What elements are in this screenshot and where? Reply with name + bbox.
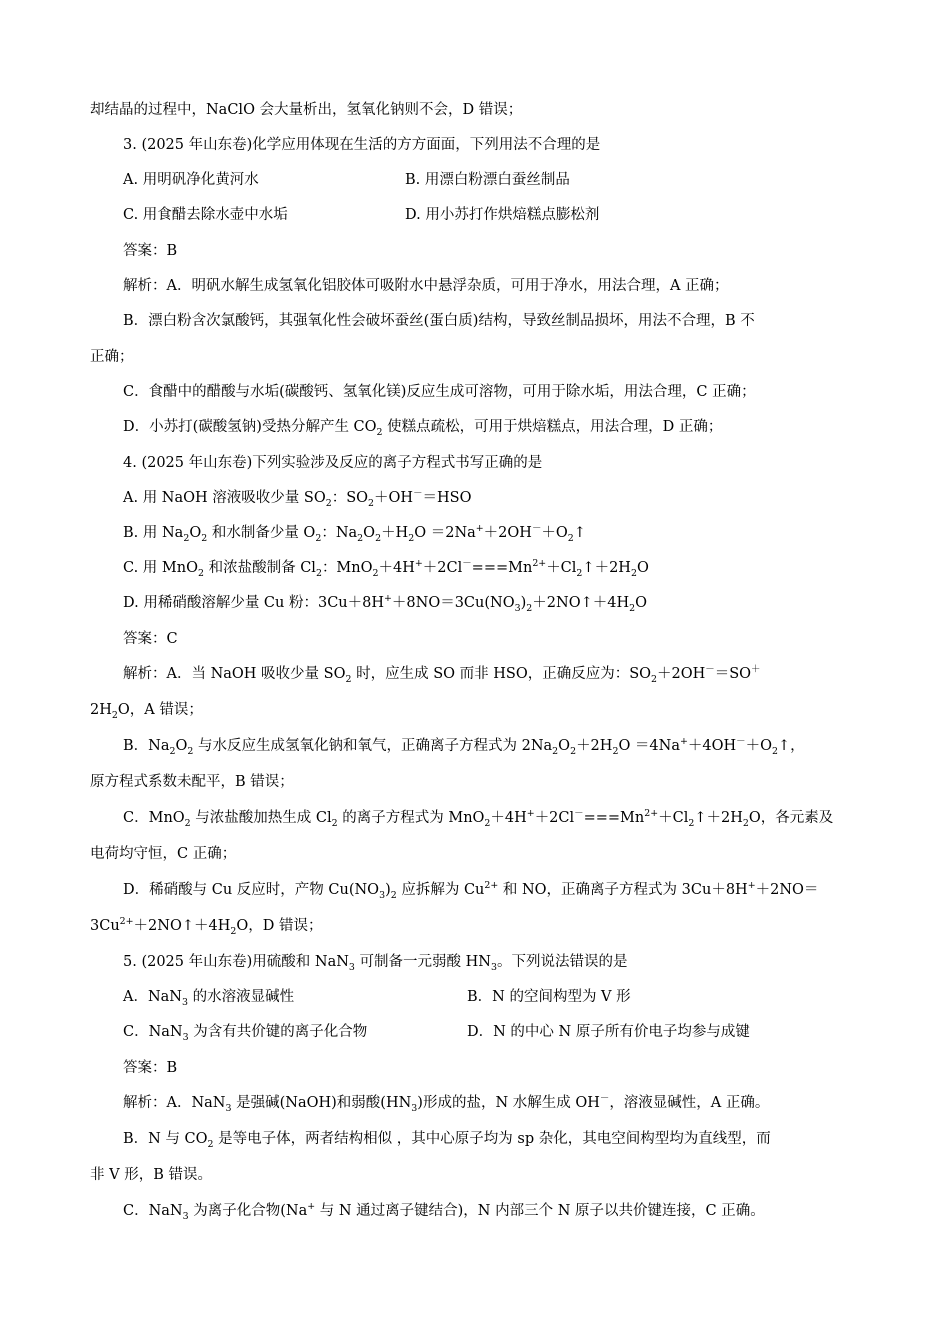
superscript: － xyxy=(413,488,423,500)
q3-explanation-d xyxy=(123,417,722,437)
text-run: O ＝4Na xyxy=(618,738,680,754)
subscript: 3 xyxy=(182,1210,189,1222)
superscript: 2+ xyxy=(119,916,134,928)
q4-answer: 答案：C xyxy=(123,631,178,647)
q5-option-c xyxy=(123,1022,367,1042)
superscript: － xyxy=(462,558,472,570)
subscript: 2 xyxy=(567,532,574,544)
text-run: 和 NO，正确离子方程式为 3Cu＋8H xyxy=(498,882,748,898)
superscript: + xyxy=(747,880,756,892)
q3-explanation-d-post: 使糕点疏松，可用于烘焙糕点，用法合理，D 正确； xyxy=(382,419,723,435)
superscript: － xyxy=(531,523,542,535)
text-run: ↑ xyxy=(573,525,586,541)
subscript: 2 xyxy=(315,532,322,544)
subscript: 3 xyxy=(379,889,386,901)
text-run: ) xyxy=(520,595,527,611)
text-run: ＋H xyxy=(381,525,409,541)
subscript: 2 xyxy=(390,889,397,901)
q3-stem: 3. (2025 年山东卷)化学应用体现在生活的方方面面，下列用法不合理的是 xyxy=(123,137,601,153)
superscript: + xyxy=(384,593,392,605)
superscript: － xyxy=(736,736,746,748)
text-run: C．NaN xyxy=(123,1203,183,1219)
q5-option-a xyxy=(123,987,294,1007)
subscript: 2 xyxy=(187,745,194,757)
text-run: ＋2OH xyxy=(657,666,706,682)
subscript: 2 xyxy=(345,673,352,685)
superscript: 2+ xyxy=(484,880,499,892)
subscript: 2 xyxy=(688,817,695,829)
q4-explanation-b-cont: 原方程式系数未配平，B 错误； xyxy=(90,774,294,790)
subscript: 2 xyxy=(771,745,778,757)
q3-explanation-b-cont: 正确； xyxy=(90,349,134,365)
text-run: ：SO xyxy=(331,490,369,506)
subscript: 3 xyxy=(182,996,188,1008)
subscript: 3 xyxy=(490,961,497,973)
text-run: O，A 错误； xyxy=(117,702,203,718)
text-run: ) xyxy=(385,882,391,898)
q4-explanation-a-cont xyxy=(90,700,203,720)
q3-explanation-b: B．漂白粉含次氯酸钙，其强氧化性会破坏蚕丝(蛋白质)结构，导致丝制品损坏，用法不合理，B 不 xyxy=(123,313,755,329)
q4-explanation-b xyxy=(123,736,805,756)
text-run: 是强碱(NaOH)和弱酸(HN xyxy=(231,1095,412,1111)
text-run: ＋2NO↑＋4H xyxy=(133,918,231,934)
q4-explanation-c xyxy=(123,808,833,828)
text-run: 解析：A．NaN xyxy=(123,1095,226,1111)
text-run: 2H xyxy=(90,702,112,718)
q5-explanation-b xyxy=(123,1129,771,1149)
text-run: ↑＋2H xyxy=(582,560,631,576)
subscript: 2 xyxy=(197,567,204,579)
subscript: 2 xyxy=(368,497,375,509)
text-run: D．稀硝酸与 Cu 反应时，产物 Cu(NO xyxy=(123,882,380,898)
subscript: 2 xyxy=(372,567,379,579)
superscript: － xyxy=(705,664,715,676)
q3-option-a: A. 用明矾净化黄河水 xyxy=(123,172,259,188)
subscript: 2 xyxy=(552,745,559,757)
text-run: ＋4H xyxy=(490,810,527,826)
text-run: 的离子方程式为 MnO xyxy=(337,810,485,826)
text-run: O xyxy=(189,525,202,541)
text-run: )形成的盐，N 水解生成 OH xyxy=(417,1095,600,1111)
q4-option-a xyxy=(123,488,471,508)
text-run: A. 用 NaOH 溶液吸收少量 SO xyxy=(123,490,326,506)
q4-option-b xyxy=(123,523,586,543)
text-run: C. 用 MnO xyxy=(123,560,198,576)
text-run: ＋2H xyxy=(576,738,613,754)
text-run: ＋Cl xyxy=(658,810,689,826)
subscript: 3 xyxy=(225,1102,232,1114)
text-run: ＋O xyxy=(745,738,772,754)
text-run: O，D 错误； xyxy=(236,918,323,934)
subscript: 2 xyxy=(315,567,322,579)
q3-explanation-d-pre: D．小苏打(碳酸氢钠)受热分解产生 CO xyxy=(123,419,377,435)
subscript: 2 xyxy=(325,497,332,509)
text-run: 是等电子体，两者结构相似 ，其中心原子均为 sp 杂化，其电空间构型均为直线型，而 xyxy=(213,1131,771,1147)
subscript: 2 xyxy=(201,532,208,544)
q5-answer: 答案：B xyxy=(123,1060,178,1076)
subscript: 3 xyxy=(182,1031,189,1043)
text-run: ＋Cl xyxy=(546,560,577,576)
text-run: 与水反应生成氢氧化钠和氧气，正确离子方程式为 2Na xyxy=(193,738,553,754)
text-run: ＝SO xyxy=(714,666,752,682)
subscript: 2 xyxy=(484,817,491,829)
text-run: 的水溶液显碱性 xyxy=(188,989,295,1005)
q3-option-d: D. 用小苏打作烘焙糕点膨松剂 xyxy=(405,207,600,223)
text-run: C．NaN xyxy=(123,1024,183,1040)
text-run: ↑， xyxy=(777,738,805,754)
subscript: 3 xyxy=(348,961,355,973)
text-run: ，溶液显碱性，A 正确。 xyxy=(609,1095,770,1111)
superscript: + xyxy=(475,523,484,535)
text-run: ＋4OH xyxy=(687,738,737,754)
subscript: 2 xyxy=(169,745,176,757)
text-run: ===Mn xyxy=(583,810,645,826)
text-run: ＋2OH xyxy=(483,525,532,541)
subscript: 3 xyxy=(514,602,521,614)
q3-option-c: C. 用食醋去除水壶中水垢 xyxy=(123,207,288,223)
q4-explanation-c-cont: 电荷均守恒，C 正确； xyxy=(90,846,237,862)
q3-explanation-a: 解析：A．明矾水解生成氢氧化铝胶体可吸附水中悬浮杂质，可用于净水，用法合理，A 正确； xyxy=(123,278,729,294)
text-run: 5. (2025 年山东卷)用硫酸和 NaN xyxy=(123,954,349,970)
superscript: + xyxy=(414,558,423,570)
text-run: ＋OH xyxy=(374,490,414,506)
text-run: ＋O xyxy=(541,525,568,541)
text-run: 应拆解为 Cu xyxy=(396,882,485,898)
subscript: 2 xyxy=(207,1138,214,1150)
q2-tail: 却结晶的过程中，NaClO 会大量析出，氢氧化钠则不会，D 错误； xyxy=(90,102,523,118)
text-run: 和水制备少量 O xyxy=(207,525,316,541)
superscript: － xyxy=(574,808,584,820)
q5-stem xyxy=(123,952,627,972)
text-run: ↑＋2H xyxy=(694,810,743,826)
text-run: ＋2NO↑＋4H xyxy=(532,595,630,611)
q4-explanation-a xyxy=(123,664,760,684)
text-run: ＋8NO＝3Cu(NO xyxy=(391,595,515,611)
subscript: 2 xyxy=(375,532,382,544)
text-run: O xyxy=(363,525,376,541)
subscript: 2 xyxy=(331,817,338,829)
superscript: － xyxy=(599,1093,610,1105)
superscript: 2+ xyxy=(644,808,659,820)
superscript: ＋ xyxy=(751,664,761,676)
text-run: ＝HSO xyxy=(422,490,472,506)
q3-answer: 答案：B xyxy=(123,243,178,259)
subscript: 2 xyxy=(651,673,658,685)
q4-stem: 4. (2025 年山东卷)下列实验涉及反应的离子方程式书写正确的是 xyxy=(123,455,543,471)
text-run: 为含有共价键的离子化合物 xyxy=(188,1024,368,1040)
q5-option-d: D．N 的中心 N 原子所有价电子均参与成键 xyxy=(467,1024,750,1040)
q5-explanation-b-cont: 非 V 形，B 错误。 xyxy=(90,1167,212,1183)
q5-explanation-a xyxy=(123,1093,769,1113)
q4-option-c xyxy=(123,558,649,578)
subscript: 3 xyxy=(411,1102,418,1114)
subscript: 2 xyxy=(570,745,577,757)
subscript: 2 xyxy=(357,532,364,544)
q3-explanation-c: C．食醋中的醋酸与水垢(碳酸钙、氢氧化镁)反应生成可溶物，可用于除水垢，用法合理，C 正确； xyxy=(123,384,756,400)
text-run: O xyxy=(635,595,647,611)
subscript: 2 xyxy=(576,567,583,579)
superscript: + xyxy=(680,736,688,748)
text-run: C．MnO xyxy=(123,810,185,826)
text-run: O xyxy=(558,738,571,754)
text-run: O，各元素及 xyxy=(748,810,834,826)
text-run: O xyxy=(175,738,188,754)
text-run: 解析：A．当 NaOH 吸收少量 SO xyxy=(123,666,346,682)
text-run: 为离子化合物(Na xyxy=(188,1203,308,1219)
subscript: 2 xyxy=(629,602,636,614)
text-run: 与浓盐酸加热生成 Cl xyxy=(190,810,332,826)
text-run: ＋2Cl xyxy=(534,810,575,826)
sub: 2 xyxy=(376,426,383,438)
q4-explanation-d xyxy=(123,880,818,900)
text-run: D. 用稀硝酸溶解少量 Cu 粉：3Cu＋8H xyxy=(123,595,385,611)
text-run: 与 N 通过离子键结合)，N 内部三个 N 原子以共价键连接，C 正确。 xyxy=(315,1203,765,1219)
subscript: 2 xyxy=(526,602,533,614)
text-run: ＋2Cl xyxy=(422,560,463,576)
q3-option-b: B. 用漂白粉漂白蚕丝制品 xyxy=(405,172,570,188)
superscript: + xyxy=(526,808,535,820)
text-run: ：MnO xyxy=(321,560,373,576)
superscript: + xyxy=(307,1201,316,1213)
q5-explanation-c xyxy=(123,1201,765,1221)
text-run: O ＝2Na xyxy=(414,525,476,541)
subscript: 2 xyxy=(230,925,237,937)
text-run: 3Cu xyxy=(90,918,120,934)
subscript: 2 xyxy=(612,745,619,757)
subscript: 2 xyxy=(183,532,190,544)
text-run: B．N 与 CO xyxy=(123,1131,208,1147)
subscript: 2 xyxy=(184,817,191,829)
text-run: B. 用 Na xyxy=(123,525,184,541)
q4-explanation-d-cont xyxy=(90,916,323,936)
superscript: 2+ xyxy=(532,558,547,570)
text-run: 和浓盐酸制备 Cl xyxy=(203,560,316,576)
text-run: O xyxy=(636,560,649,576)
text-run: ＋4H xyxy=(378,560,415,576)
text-run: B．Na xyxy=(123,738,170,754)
q4-option-d xyxy=(123,593,647,613)
text-run: ===Mn xyxy=(471,560,533,576)
text-run: ：Na xyxy=(321,525,358,541)
text-run: A．NaN xyxy=(123,989,182,1005)
subscript: 2 xyxy=(408,532,415,544)
subscript: 2 xyxy=(111,709,118,721)
subscript: 2 xyxy=(742,817,749,829)
text-run: ＋2NO＝ xyxy=(755,882,819,898)
subscript: 2 xyxy=(630,567,637,579)
text-run: 时，应生成 SO 而非 HSO，正确反应为：SO xyxy=(351,666,652,682)
q5-option-b: B．N 的空间构型为 V 形 xyxy=(467,989,631,1005)
text-run: 。下列说法错误的是 xyxy=(496,954,628,970)
text-run: 可制备一元弱酸 HN xyxy=(354,954,491,970)
